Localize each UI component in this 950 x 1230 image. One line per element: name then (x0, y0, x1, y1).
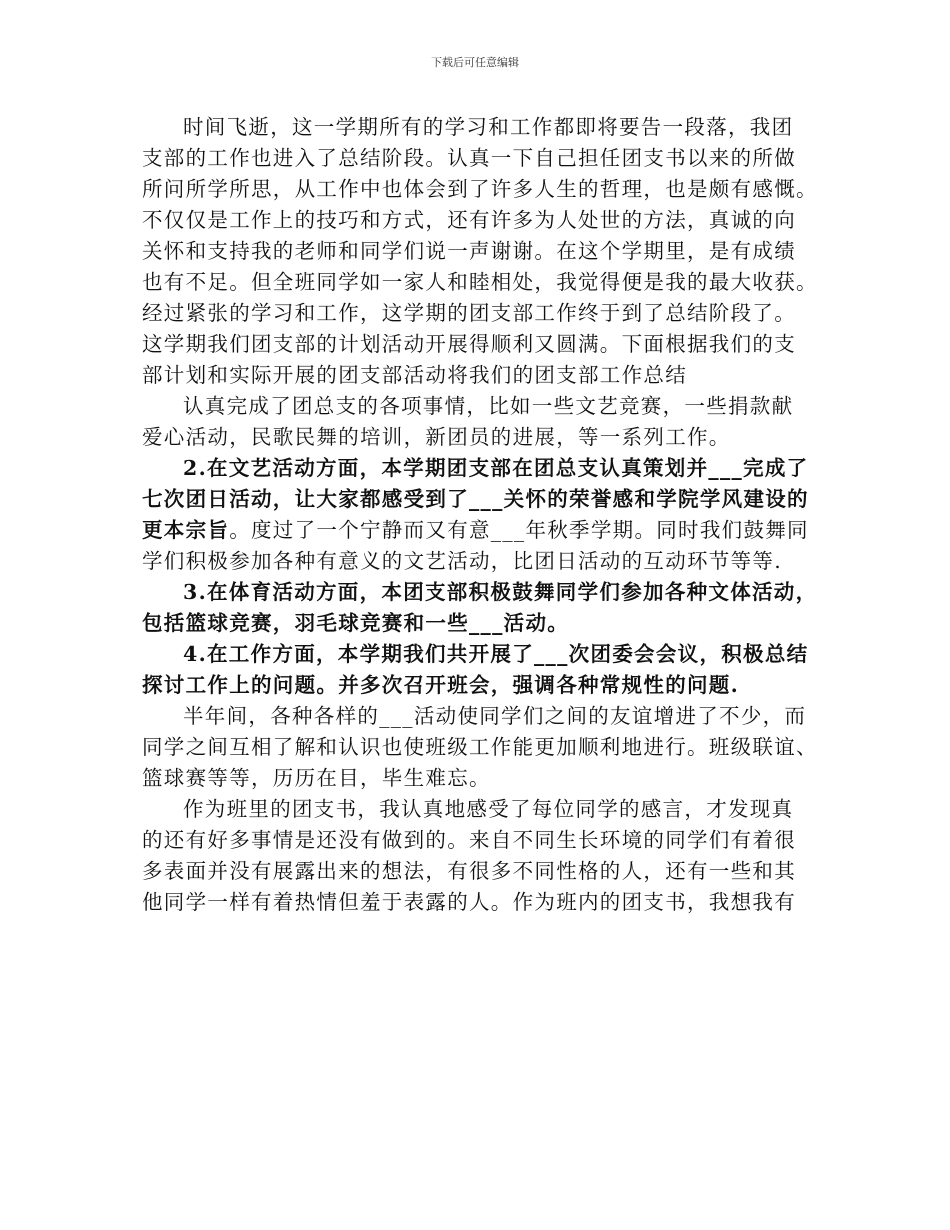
text-line: 同学之间互相了解和认识也使班级工作能更加顺利地进行。班级联谊、 (142, 735, 818, 759)
normal-segment: 。度过了一个宁静而又有意___年秋季学期。同时我们鼓舞同 (229, 518, 809, 542)
text-line: 支部的工作也进入了总结阶段。认真一下自己担任团支书以来的所做 (142, 146, 796, 170)
bold-segment: 更本宗旨 (142, 518, 230, 542)
paragraph-sports (142, 577, 822, 639)
text-line: 七次团日活动，让大家都感受到了___关怀的荣誉感和学院学风建设的 (142, 487, 809, 511)
text-line: 篮球赛等等，历历在目，毕生难忘。 (142, 766, 491, 790)
paragraph-arts (142, 453, 822, 577)
text-line: 2.在文艺活动方面，本学期团支部在团总支认真策划并___完成了 (183, 456, 809, 480)
paragraph-reflection (142, 794, 822, 918)
page-header-note: 下载后可任意编辑 (431, 56, 519, 69)
text-line: 部计划和实际开展的团支部活动将我们的团支部工作总结 (142, 363, 687, 387)
text-line: 学们积极参加各种有意义的文艺活动，比团日活动的互动环节等等. (142, 549, 783, 573)
text-line: 也有不足。但全班同学如一家人和睦相处，我觉得便是我的最大收获。 (142, 270, 818, 294)
paragraph-intro (142, 112, 822, 391)
text-line: 爱心活动，民歌民舞的培训，新团员的进展，等一系列工作。 (142, 425, 731, 449)
paragraph-work (142, 639, 822, 701)
text-line: 作为班里的团支书，我认真地感受了每位同学的感言，才发现真 (183, 797, 794, 821)
text-line-mixed (142, 515, 822, 546)
text-line: 不仅仅是工作上的技巧和方式，还有许多为人处世的方法，真诚的向 (142, 208, 796, 232)
text-line: 经过紧张的学习和工作，这学期的团支部工作终于到了总结阶段了。 (142, 301, 796, 325)
text-line: 探讨工作上的问题。并多次召开班会，强调各种常规性的问题. (142, 673, 740, 697)
text-line: 包括篮球竞赛，羽毛球竞赛和一些___活动。 (142, 611, 570, 635)
text-line: 他同学一样有着热情但羞于表露的人。作为班内的团支书，我想我有 (142, 890, 796, 914)
text-line: 4.在工作方面，本学期我们共开展了___次团委会会议，积极总结 (183, 642, 809, 666)
text-line: 多表面并没有展露出来的想法，有很多不同性格的人，还有一些和其 (142, 859, 796, 883)
text-line: 的还有好多事情是还没有做到的。来自不同生长环境的同学们有着很 (142, 828, 796, 852)
text-line: 半年间，各种各样的___活动使同学们之间的友谊增进了不少，而 (183, 704, 807, 728)
text-line: 关怀和支持我的老师和同学们说一声谢谢。在这个学期里，是有成绩 (142, 239, 796, 263)
paragraph-friendship (142, 701, 822, 794)
text-line: 认真完成了团总支的各项事情，比如一些文艺竞赛，一些捐款献 (183, 394, 794, 418)
text-line: 这学期我们团支部的计划活动开展得顺利又圆满。下面根据我们的支 (142, 332, 796, 356)
document-body (142, 112, 822, 918)
text-line: 3.在体育活动方面，本团支部积极鼓舞同学们参加各种文体活动， (183, 580, 818, 604)
text-line: 所问所学所思，从工作中也体会到了许多人生的哲理，也是颇有感慨。 (142, 177, 818, 201)
text-line: 时间飞逝，这一学期所有的学习和工作都即将要告一段落，我团 (183, 115, 794, 139)
paragraph-tasks (142, 391, 822, 453)
